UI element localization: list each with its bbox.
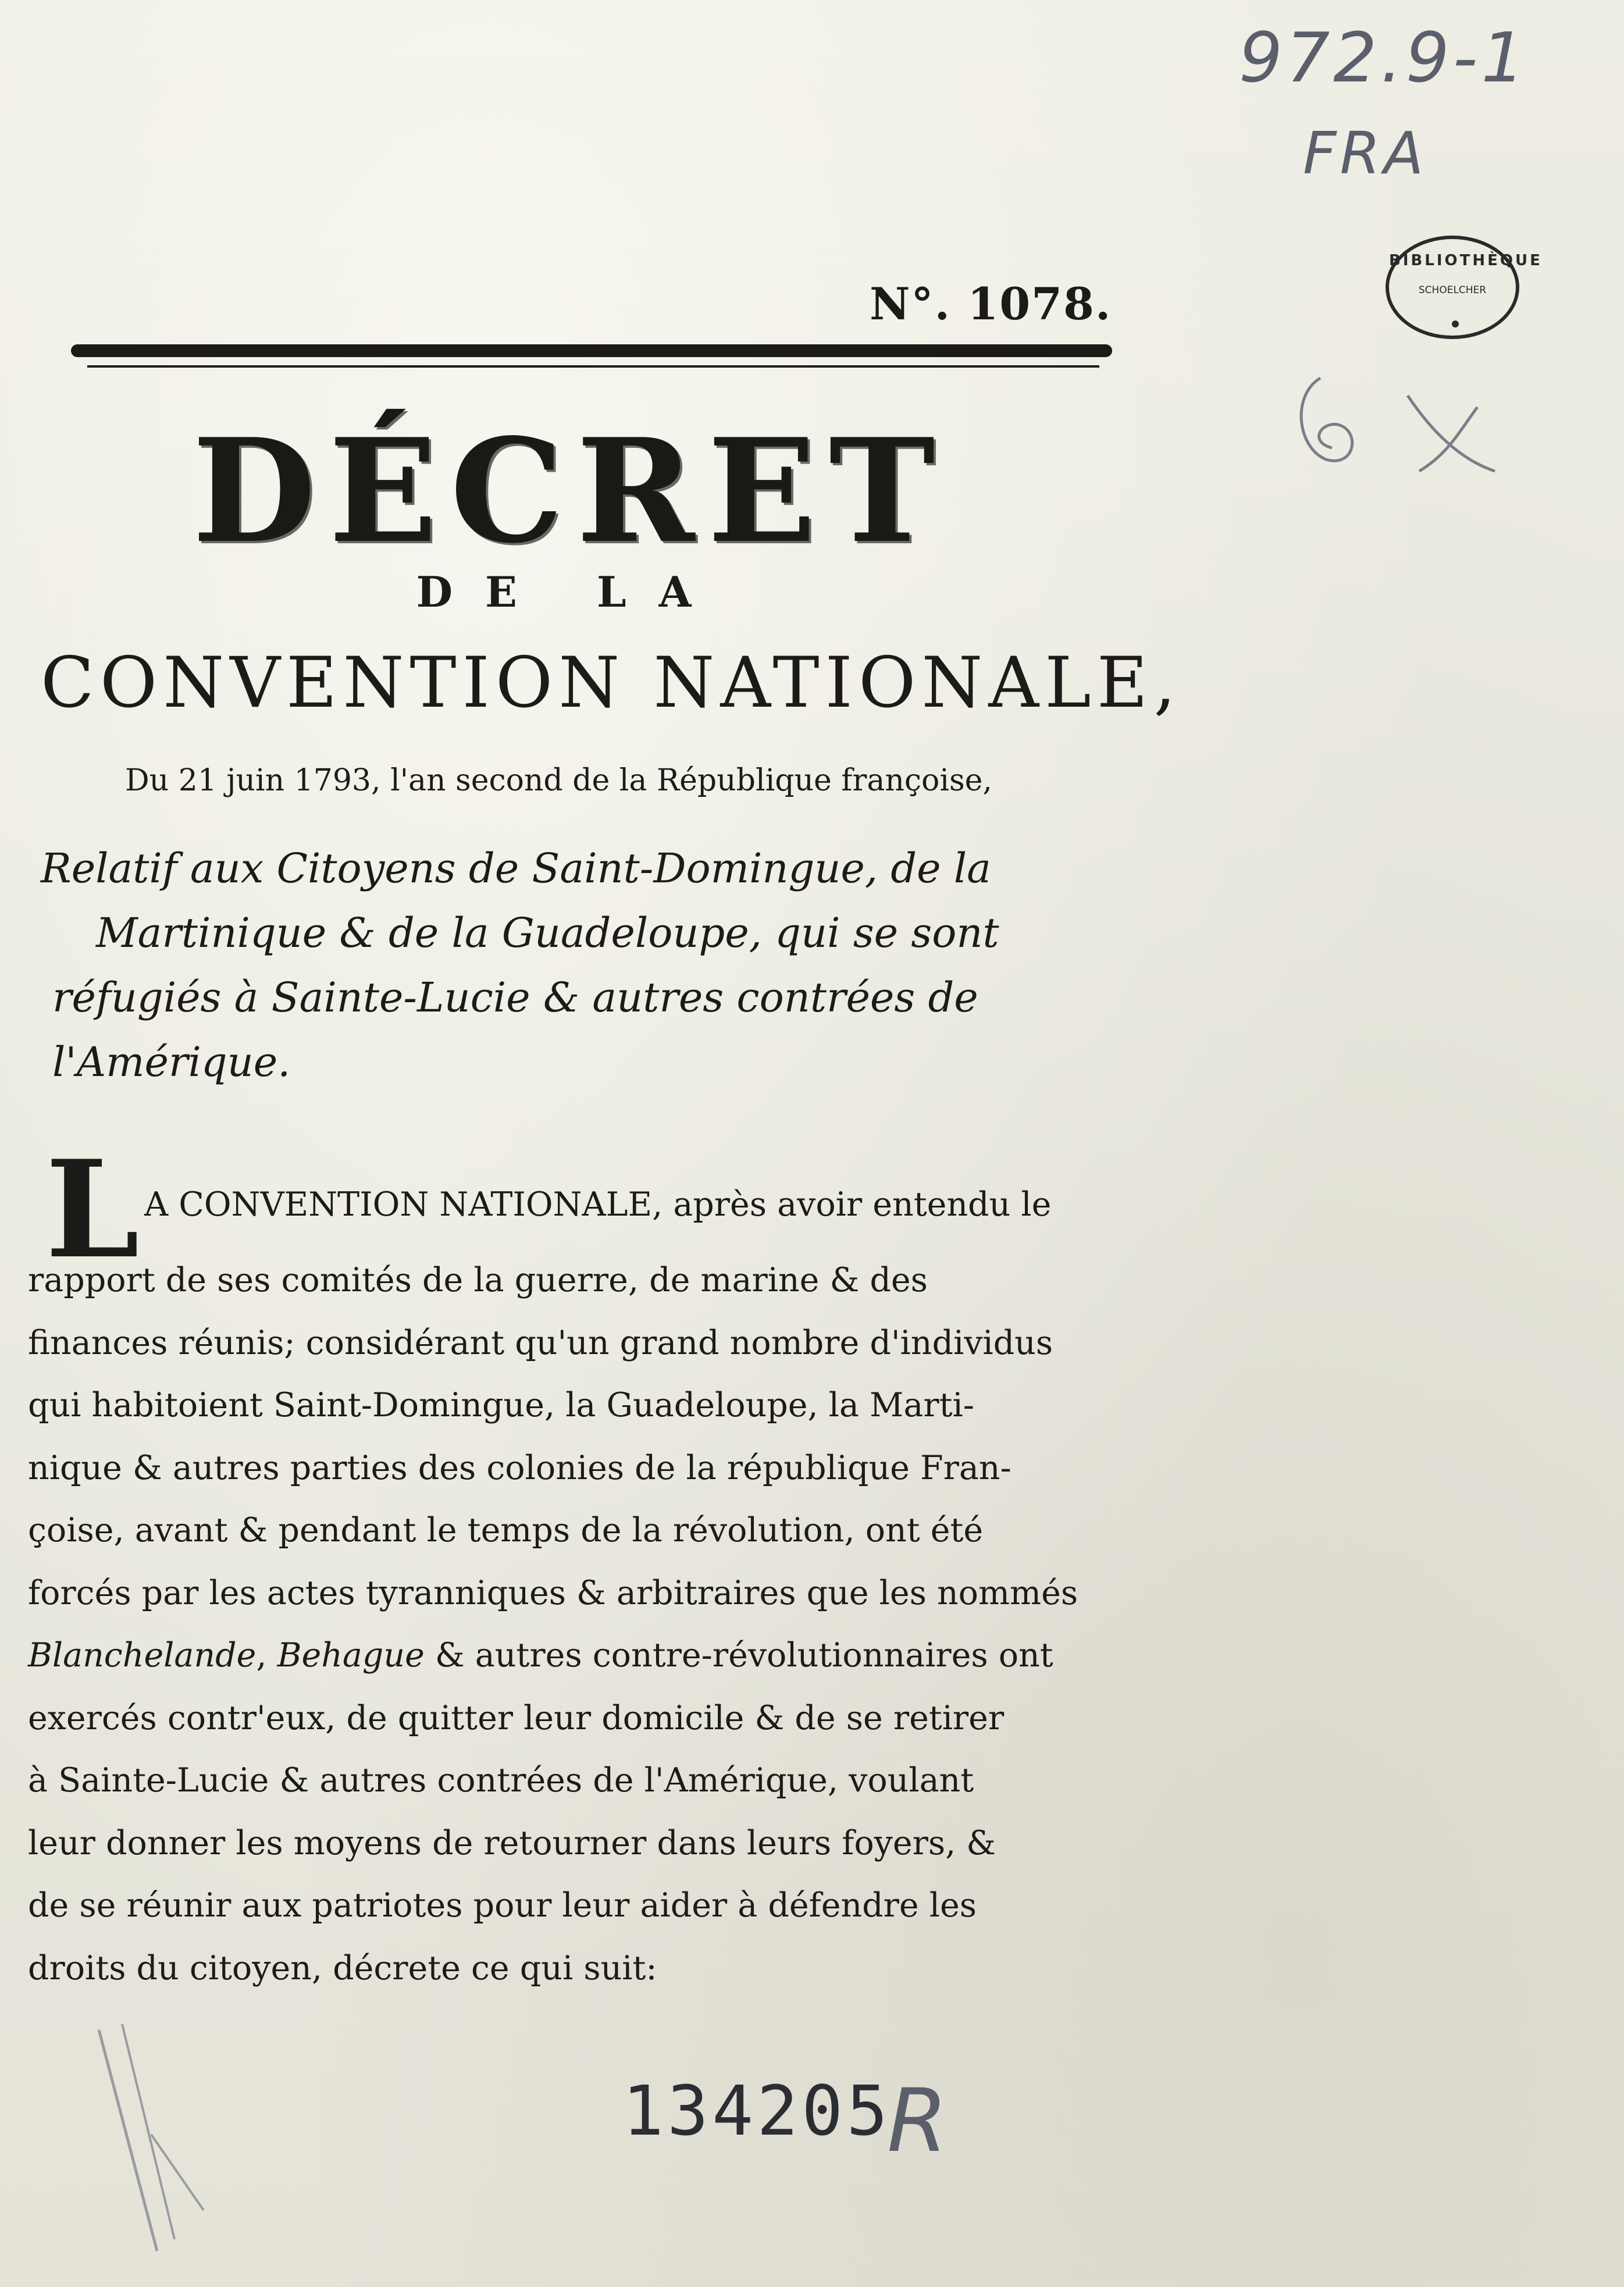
body-line: leur donner les moyens de retourner dans leurs foyers, & [28,1823,996,1862]
body-line: çoise, avant & pendant le temps de la révolution, ont été [28,1511,984,1549]
name-behague: Behague [277,1636,425,1675]
body-line: nique & autres parties des colonies de la république Fran- [28,1448,1012,1487]
pencil-mark-icon [87,2018,221,2263]
stamp-dot [1452,320,1459,327]
body-line: rapport de ses comités de la guerre, de marine & des [28,1261,928,1299]
body-line: forcés par les actes tyranniques & arbitraires que les nommés [28,1573,1078,1612]
body-line-rest: & autres contre-révolutionnaires ont [424,1636,1053,1675]
handwritten-classmark: 972.9-1 [1239,17,1529,98]
subject-line: Relatif aux Citoyens de Saint-Domingue, de la [41,845,991,892]
subject-line: l'Amérique. [52,1038,291,1086]
decree-date-line: Du 21 juin 1793, l'an second de la République françoise, [125,763,992,798]
body-line: droits du citoyen, décrete ce qui suit: [28,1948,657,1987]
body-line: finances réunis; considérant qu'un grand nombre d'individus [28,1323,1053,1362]
body-line: à Sainte-Lucie & autres contrées de l'Amérique, voulant [28,1761,974,1800]
drop-cap: L [45,1131,140,1288]
title-convention: CONVENTION NATIONALE, [41,643,1182,724]
name-blanchelande: Blanchelande [28,1636,257,1675]
body-line: de se réunir aux patriotes pour leur aider à défendre les [28,1886,977,1925]
body-line [28,1625,1116,1687]
library-stamp [1386,236,1543,339]
stamp-top-text: BIBLIOTHÈQUE [1389,252,1543,269]
subject-line: Martinique & de la Guadeloupe, qui se sont [96,909,999,957]
title-de-la: DE LA [416,567,724,617]
handwritten-scribble-icon [1285,361,1541,483]
document-title: DÉCRET [192,407,948,575]
decree-number: N°. 1078. [870,278,1112,330]
decree-subject [41,836,1152,1095]
handwritten-language-code: FRA [1303,119,1427,187]
header-rule-thin [87,365,1099,368]
name-separator: , [256,1636,277,1675]
body-first-line: A CONVENTION NATIONALE, après avoir entendu le [144,1185,1052,1224]
body-line: exercés contr'eux, de quitter leur domicile & de se retirer [28,1698,1005,1737]
subject-line: réfugiés à Sainte-Lucie & autres contrées de [52,974,978,1021]
header-rule-thick [71,344,1112,357]
body-text [28,1249,1116,2000]
stamp-middle-text: SCHOELCHER [1418,284,1487,296]
body-line: qui habitoient Saint-Domingue, la Guadeloupe, la Marti- [28,1386,975,1424]
catalog-suffix: R [887,2071,952,2172]
catalog-number: 134205 [622,2071,892,2151]
